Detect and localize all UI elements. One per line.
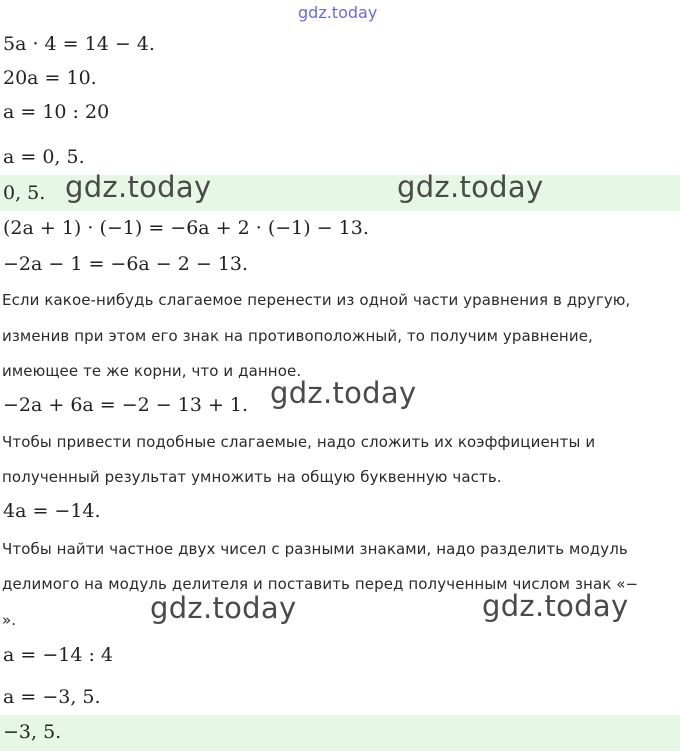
rule-text: делимого на модуль делителя и поставить перед полученным числом знак «− [2, 575, 639, 593]
equation-line: a = 0, 5. [3, 146, 85, 168]
rule-text: Если какое-нибудь слагаемое перенести из одной части уравнения в другую, [2, 291, 631, 309]
answer-value: 0, 5. [3, 182, 46, 204]
top-watermark: gdz.today [298, 3, 378, 22]
equation-line: −2a + 6a = −2 − 13 + 1. [3, 394, 249, 416]
watermark: gdz.today [482, 589, 629, 623]
equation-line: 20a = 10. [3, 67, 97, 89]
watermark: gdz.today [397, 170, 544, 204]
rule-text: Чтобы найти частное двух чисел с разными знаками, надо разделить модуль [2, 540, 628, 558]
watermark: gdz.today [150, 591, 297, 625]
watermark: gdz.today [270, 376, 417, 410]
equation-line: 4a = −14. [3, 500, 101, 522]
watermark: gdz.today [65, 170, 212, 204]
rule-text: Чтобы привести подобные слагаемые, надо сложить их коэффициенты и [2, 433, 596, 451]
equation-line: 5a · 4 = 14 − 4. [3, 33, 155, 55]
answer-block [0, 715, 680, 751]
equation-line: a = −14 : 4 [3, 644, 113, 666]
equation-line: a = 10 : 20 [3, 101, 110, 123]
equation-line: (2a + 1) · (−1) = −6a + 2 · (−1) − 13. [3, 217, 369, 239]
answer-value: −3, 5. [3, 721, 62, 743]
rule-text: изменив при этом его знак на противоположный, то получим уравнение, [2, 327, 593, 345]
equation-line: a = −3, 5. [3, 686, 101, 708]
rule-text: ». [2, 611, 17, 629]
equation-line: −2a − 1 = −6a − 2 − 13. [3, 253, 249, 275]
rule-text: полученный результат умножить на общую буквенную часть. [2, 468, 502, 486]
rule-text: имеющее те же корни, что и данное. [2, 362, 302, 380]
